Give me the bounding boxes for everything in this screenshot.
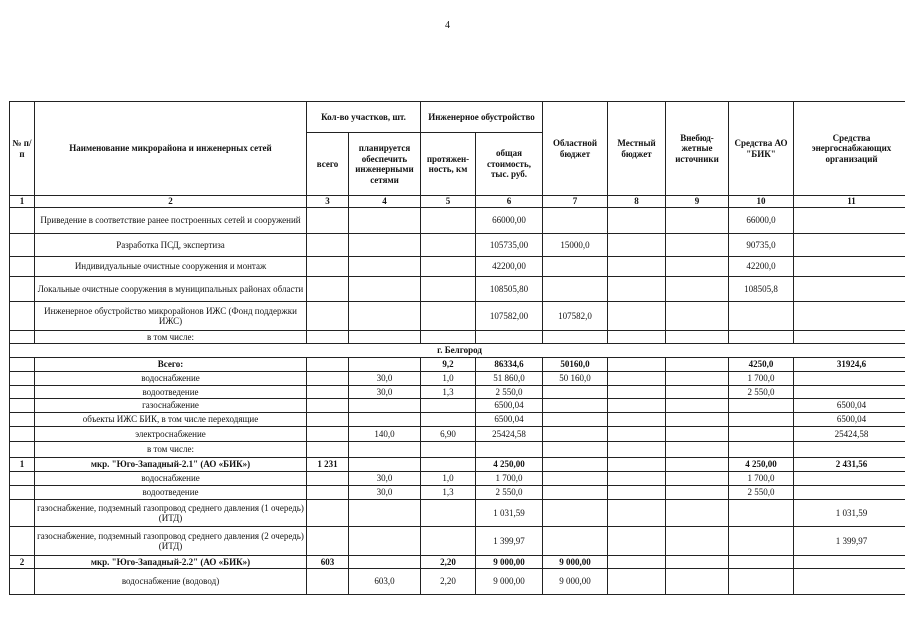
cell-cost: 1 399,97 (476, 527, 543, 556)
header-local: Местный бюджет (608, 102, 666, 196)
cell-regional (543, 386, 608, 399)
cell-name: мкр. "Юго-Западный-2.1" (АО «БИК») (35, 458, 307, 472)
cell-offbudget (666, 234, 729, 257)
cell-name: в том числе: (35, 442, 307, 458)
cell-bik: 108505,8 (729, 277, 794, 302)
cell-length (421, 458, 476, 472)
cell-regional: 107582,0 (543, 302, 608, 331)
cell-planned (349, 442, 421, 458)
cell-planned: 30,0 (349, 472, 421, 486)
cell-total (307, 500, 349, 527)
cell-total (307, 234, 349, 257)
cell-cost (476, 331, 543, 344)
cell-regional: 50 160,0 (543, 372, 608, 386)
cell-bik: 1 700,0 (729, 472, 794, 486)
cell-regional (543, 413, 608, 427)
cell-local (608, 331, 666, 344)
cell-energy (794, 442, 905, 458)
cell-length: 1,0 (421, 372, 476, 386)
cell-total (307, 486, 349, 500)
cell-local (608, 234, 666, 257)
cell-regional (543, 472, 608, 486)
cell-name: газоснабжение, подземный газопровод среднего давления (2 очередь) (ИТД) (35, 527, 307, 556)
cell-local (608, 486, 666, 500)
cell-length (421, 331, 476, 344)
cell-name: Всего: (35, 358, 307, 372)
cell-planned (349, 257, 421, 277)
cell-bik: 4 250,00 (729, 458, 794, 472)
cell-num (10, 399, 35, 413)
cell-energy: 1 031,59 (794, 500, 905, 527)
cell-num (10, 331, 35, 344)
cell-offbudget (666, 486, 729, 500)
cell-length (421, 302, 476, 331)
cell-num: 1 (10, 458, 35, 472)
cell-planned (349, 556, 421, 569)
cell-regional (543, 458, 608, 472)
cell-name: газоснабжение, подземный газопровод среднего давления (1 очередь) (ИТД) (35, 500, 307, 527)
cell-name: Приведение в соответствие ранее построенных сетей и сооружений (35, 208, 307, 234)
cell-offbudget (666, 257, 729, 277)
table-row (10, 277, 905, 302)
cell-total (307, 277, 349, 302)
cell-offbudget (666, 500, 729, 527)
page-number: 4 (445, 20, 450, 31)
table-row (10, 427, 905, 442)
cell-name: водоотведение (35, 486, 307, 500)
cell-energy: 6500,04 (794, 413, 905, 427)
header-plots-planned: планируется обеспечить инженерными сетями (349, 133, 421, 196)
cell-regional: 50160,0 (543, 358, 608, 372)
cell-num (10, 302, 35, 331)
cell-regional (543, 500, 608, 527)
cell-name: водоснабжение (35, 472, 307, 486)
header-energy: Средства энергоснабжающих организаций (794, 102, 905, 196)
cell-num (10, 413, 35, 427)
cell-num (10, 527, 35, 556)
cell-energy (794, 257, 905, 277)
table-row (10, 442, 905, 458)
cell-planned (349, 399, 421, 413)
cell-planned: 140,0 (349, 427, 421, 442)
cell-regional (543, 331, 608, 344)
cell-bik: 66000,0 (729, 208, 794, 234)
table-row (10, 486, 905, 500)
cell-bik (729, 427, 794, 442)
cell-total (307, 386, 349, 399)
table-row (10, 472, 905, 486)
table-row (10, 234, 905, 257)
cell-energy (794, 556, 905, 569)
cell-num (10, 386, 35, 399)
cell-num (10, 208, 35, 234)
table-row (10, 399, 905, 413)
cell-cost: 107582,00 (476, 302, 543, 331)
cell-planned (349, 458, 421, 472)
cell-energy (794, 234, 905, 257)
cell-energy (794, 569, 905, 595)
cell-length: 1,3 (421, 486, 476, 500)
cell-total (307, 427, 349, 442)
cell-local (608, 386, 666, 399)
cell-total (307, 257, 349, 277)
cell-num (10, 257, 35, 277)
cell-bik: 1 700,0 (729, 372, 794, 386)
cell-name: Инженерное обустройство микрорайонов ИЖС (Фонд поддержки ИЖС) (35, 302, 307, 331)
cell-total (307, 208, 349, 234)
cell-offbudget (666, 569, 729, 595)
cell-planned: 603,0 (349, 569, 421, 595)
cell-total (307, 372, 349, 386)
cell-offbudget (666, 427, 729, 442)
cell-offbudget (666, 442, 729, 458)
cell-bik (729, 413, 794, 427)
cell-offbudget (666, 472, 729, 486)
cell-local (608, 500, 666, 527)
cell-local (608, 208, 666, 234)
cell-num (10, 486, 35, 500)
cell-total (307, 399, 349, 413)
cell-total: 603 (307, 556, 349, 569)
cell-length: 1,0 (421, 472, 476, 486)
cell-total (307, 527, 349, 556)
cell-local (608, 277, 666, 302)
header-cost: общая стоимость, тыс. руб. (476, 133, 543, 196)
city-heading: г. Белгород (10, 344, 905, 358)
cell-regional (543, 527, 608, 556)
cell-planned (349, 527, 421, 556)
header-num: № п/п (10, 102, 35, 196)
cell-local (608, 427, 666, 442)
cell-num (10, 500, 35, 527)
cell-num: 2 (10, 556, 35, 569)
table-row (10, 208, 905, 234)
cell-planned: 30,0 (349, 372, 421, 386)
cell-energy (794, 472, 905, 486)
cell-name: водоснабжение (водовод) (35, 569, 307, 595)
cell-planned (349, 413, 421, 427)
col-number: 11 (794, 196, 905, 208)
cell-name: водоотведение (35, 386, 307, 399)
table-row (10, 344, 905, 358)
cell-regional (543, 442, 608, 458)
cell-name: Индивидуальные очистные сооружения и монтаж (35, 257, 307, 277)
cell-energy: 1 399,97 (794, 527, 905, 556)
cell-num (10, 372, 35, 386)
cell-num (10, 277, 35, 302)
cell-local (608, 358, 666, 372)
cell-cost: 66000,00 (476, 208, 543, 234)
cell-energy (794, 486, 905, 500)
cell-bik (729, 302, 794, 331)
header-name: Наименование микрорайона и инженерных сетей (35, 102, 307, 196)
cell-energy (794, 372, 905, 386)
cell-local (608, 556, 666, 569)
cell-name: Локальные очистные сооружения в муниципальных районах области (35, 277, 307, 302)
cell-planned (349, 358, 421, 372)
cell-length: 1,3 (421, 386, 476, 399)
cell-total (307, 442, 349, 458)
cell-name: объекты ИЖС БИК, в том числе переходящие (35, 413, 307, 427)
cell-regional (543, 486, 608, 500)
cell-planned (349, 277, 421, 302)
cell-num (10, 358, 35, 372)
col-number: 3 (307, 196, 349, 208)
cell-cost: 108505,80 (476, 277, 543, 302)
header-regional: Областной бюджет (543, 102, 608, 196)
cell-energy (794, 386, 905, 399)
cell-name: Разработка ПСД, экспертиза (35, 234, 307, 257)
cell-energy: 31924,6 (794, 358, 905, 372)
cell-length (421, 413, 476, 427)
header-length: протяжен-ность, км (421, 133, 476, 196)
cell-planned (349, 234, 421, 257)
cell-bik: 42200,0 (729, 257, 794, 277)
cell-cost: 9 000,00 (476, 569, 543, 595)
cell-local (608, 472, 666, 486)
cell-cost (476, 442, 543, 458)
cell-num (10, 472, 35, 486)
cell-cost: 51 860,0 (476, 372, 543, 386)
cell-regional (543, 399, 608, 413)
cell-offbudget (666, 372, 729, 386)
cell-length (421, 442, 476, 458)
cell-bik: 90735,0 (729, 234, 794, 257)
cell-num (10, 569, 35, 595)
cell-offbudget (666, 302, 729, 331)
table-row (10, 500, 905, 527)
cell-planned (349, 208, 421, 234)
table-row (10, 527, 905, 556)
cell-length (421, 399, 476, 413)
header-plots-total: всего (307, 133, 349, 196)
cell-cost: 25424,58 (476, 427, 543, 442)
cell-energy: 2 431,56 (794, 458, 905, 472)
cell-regional: 9 000,00 (543, 556, 608, 569)
cell-local (608, 257, 666, 277)
cell-regional (543, 208, 608, 234)
cell-planned (349, 302, 421, 331)
cell-energy (794, 302, 905, 331)
cell-regional (543, 277, 608, 302)
cell-offbudget (666, 208, 729, 234)
col-number: 10 (729, 196, 794, 208)
cell-local (608, 569, 666, 595)
cell-cost: 6500,04 (476, 413, 543, 427)
cell-regional: 15000,0 (543, 234, 608, 257)
cell-length: 9,2 (421, 358, 476, 372)
cell-name: мкр. "Юго-Западный-2.2" (АО «БИК») (35, 556, 307, 569)
cell-total (307, 472, 349, 486)
cell-length: 6,90 (421, 427, 476, 442)
cell-cost: 9 000,00 (476, 556, 543, 569)
col-number: 4 (349, 196, 421, 208)
table-row (10, 302, 905, 331)
header-offbudget: Внебюд-жетные источники (666, 102, 729, 196)
col-number: 8 (608, 196, 666, 208)
col-number: 5 (421, 196, 476, 208)
cell-cost: 2 550,0 (476, 486, 543, 500)
cell-total (307, 413, 349, 427)
cell-local (608, 458, 666, 472)
cell-bik: 2 550,0 (729, 386, 794, 399)
col-number: 7 (543, 196, 608, 208)
col-number: 9 (666, 196, 729, 208)
cell-planned: 30,0 (349, 386, 421, 399)
table-row (10, 386, 905, 399)
cell-local (608, 302, 666, 331)
cell-bik: 2 550,0 (729, 486, 794, 500)
cell-cost: 42200,00 (476, 257, 543, 277)
cell-name: электроснабжение (35, 427, 307, 442)
cell-offbudget (666, 331, 729, 344)
table-row (10, 257, 905, 277)
cell-total (307, 569, 349, 595)
table-row (10, 413, 905, 427)
cell-length (421, 277, 476, 302)
cell-total (307, 302, 349, 331)
cell-local (608, 399, 666, 413)
cell-offbudget (666, 358, 729, 372)
table-row (10, 331, 905, 344)
cell-length (421, 527, 476, 556)
cell-regional (543, 427, 608, 442)
cell-cost: 1 031,59 (476, 500, 543, 527)
cell-offbudget (666, 386, 729, 399)
cell-bik (729, 399, 794, 413)
cell-bik (729, 556, 794, 569)
table-row (10, 372, 905, 386)
cell-num (10, 427, 35, 442)
cell-planned: 30,0 (349, 486, 421, 500)
cell-regional (543, 257, 608, 277)
cell-offbudget (666, 458, 729, 472)
cell-bik (729, 527, 794, 556)
cell-total (307, 358, 349, 372)
cell-offbudget (666, 413, 729, 427)
cell-regional: 9 000,00 (543, 569, 608, 595)
cell-length: 2,20 (421, 556, 476, 569)
cell-local (608, 413, 666, 427)
cell-total (307, 331, 349, 344)
cell-energy: 6500,04 (794, 399, 905, 413)
cell-length (421, 257, 476, 277)
cell-local (608, 527, 666, 556)
cell-cost: 86334,6 (476, 358, 543, 372)
cell-name: газоснабжение (35, 399, 307, 413)
cell-offbudget (666, 527, 729, 556)
cell-name: в том числе: (35, 331, 307, 344)
table-row (10, 458, 905, 472)
cell-name: водоснабжение (35, 372, 307, 386)
cell-length (421, 208, 476, 234)
table-row (10, 358, 905, 372)
cell-bik (729, 442, 794, 458)
cell-length: 2,20 (421, 569, 476, 595)
col-number: 6 (476, 196, 543, 208)
cell-num (10, 234, 35, 257)
header-bik: Средства АО "БИК" (729, 102, 794, 196)
cell-bik (729, 569, 794, 595)
table-row (10, 556, 905, 569)
cell-bik (729, 500, 794, 527)
cell-offbudget (666, 556, 729, 569)
financing-table (9, 101, 905, 595)
cell-length (421, 500, 476, 527)
cell-energy: 25424,58 (794, 427, 905, 442)
cell-planned (349, 331, 421, 344)
cell-energy (794, 277, 905, 302)
cell-offbudget (666, 277, 729, 302)
col-number: 1 (10, 196, 35, 208)
cell-bik: 4250,0 (729, 358, 794, 372)
cell-cost: 2 550,0 (476, 386, 543, 399)
cell-cost: 4 250,00 (476, 458, 543, 472)
cell-energy (794, 331, 905, 344)
cell-cost: 6500,04 (476, 399, 543, 413)
cell-total: 1 231 (307, 458, 349, 472)
cell-cost: 105735,00 (476, 234, 543, 257)
cell-num (10, 442, 35, 458)
cell-local (608, 442, 666, 458)
header-infra: Инженерное обустройство (421, 102, 543, 133)
cell-bik (729, 331, 794, 344)
cell-offbudget (666, 399, 729, 413)
cell-energy (794, 208, 905, 234)
cell-cost: 1 700,0 (476, 472, 543, 486)
header-plots: Кол-во участков, шт. (307, 102, 421, 133)
table-row (10, 569, 905, 595)
cell-planned (349, 500, 421, 527)
col-number: 2 (35, 196, 307, 208)
cell-length (421, 234, 476, 257)
cell-local (608, 372, 666, 386)
